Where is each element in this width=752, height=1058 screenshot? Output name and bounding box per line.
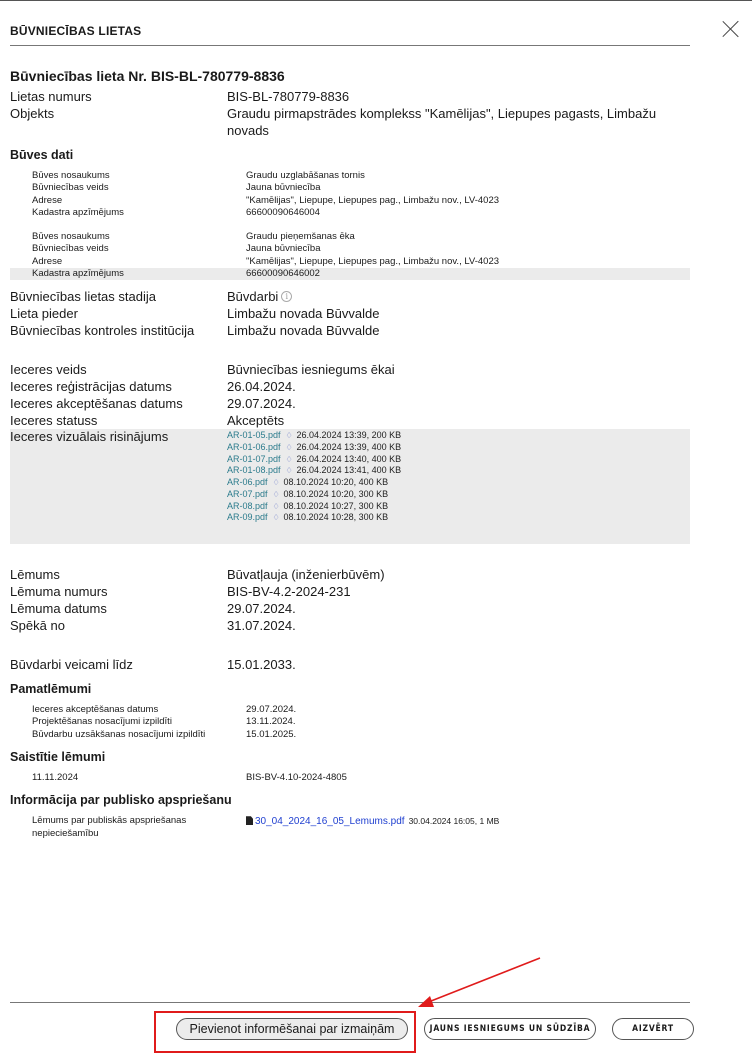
application-value: Būvniecības iesniegums ēkai bbox=[227, 362, 395, 378]
decision-label: Lēmuma datums bbox=[10, 601, 107, 616]
field-row bbox=[10, 88, 690, 105]
building-label: Kadastra apzīmējums bbox=[32, 268, 124, 280]
visual-solution-row bbox=[10, 429, 690, 544]
dialog-content[interactable] bbox=[10, 60, 690, 990]
application-row bbox=[10, 361, 690, 378]
file-item bbox=[227, 489, 690, 501]
annotation-highlight-box bbox=[154, 1011, 416, 1053]
application-row bbox=[10, 412, 690, 429]
building-block bbox=[10, 231, 690, 280]
decision-row bbox=[10, 566, 690, 583]
file-meta: 08.10.2024 10:20, 300 KB bbox=[283, 488, 389, 499]
file-item bbox=[227, 442, 690, 454]
file-meta: 08.10.2024 10:20, 400 KB bbox=[283, 477, 389, 488]
decision-row bbox=[10, 617, 690, 634]
file-link[interactable]: AR-01-06.pdf bbox=[227, 442, 281, 453]
file-meta: 08.10.2024 10:28, 300 KB bbox=[283, 512, 389, 523]
info-icon[interactable]: i bbox=[281, 291, 292, 302]
download-cloud-icon[interactable]: ♢ bbox=[272, 489, 280, 499]
building-label: Adrese bbox=[32, 194, 63, 206]
file-link[interactable]: AR-06.pdf bbox=[227, 477, 268, 488]
file-item bbox=[227, 430, 690, 442]
application-row bbox=[10, 395, 690, 412]
footer-divider bbox=[10, 1002, 690, 1003]
file-meta: 08.10.2024 10:27, 300 KB bbox=[283, 500, 389, 511]
decision-label: Spēkā no bbox=[10, 618, 65, 633]
consultation-row bbox=[10, 815, 690, 840]
section-heading-pamatlemumi: Pamatlēmumi bbox=[10, 682, 92, 696]
building-value: Jauna būvniecība bbox=[246, 182, 321, 194]
building-label: Būves nosaukums bbox=[32, 170, 110, 181]
building-label: Adrese bbox=[32, 255, 63, 267]
section-heading-apspriesana: Informācija par publisko apspriešanu bbox=[10, 793, 232, 808]
file-item bbox=[227, 501, 690, 513]
decision-row bbox=[10, 583, 690, 600]
building-value: Graudu pieņemšanas ēka bbox=[246, 231, 355, 243]
base-decision-label: Ieceres akceptēšanas datums bbox=[32, 704, 159, 715]
consultation-file-link[interactable]: 30_04_2024_16_05_Lemums.pdf bbox=[255, 816, 405, 828]
document-icon bbox=[246, 816, 253, 825]
application-value: 26.04.2024. bbox=[227, 379, 296, 395]
add-change-notification-button[interactable]: Pievienot informēšanai par izmaiņām bbox=[176, 1018, 408, 1040]
file-link[interactable]: AR-01-07.pdf bbox=[227, 453, 281, 464]
section-heading-buves-dati: Būves dati bbox=[10, 148, 74, 162]
download-cloud-icon[interactable]: ♢ bbox=[285, 454, 293, 464]
file-meta: 26.04.2024 13:41, 400 KB bbox=[296, 465, 402, 476]
application-value: Akceptēts bbox=[227, 413, 285, 429]
application-label: Ieceres veids bbox=[10, 362, 87, 378]
decision-row bbox=[10, 600, 690, 617]
download-cloud-icon[interactable]: ♢ bbox=[272, 478, 280, 488]
file-link[interactable]: AR-08.pdf bbox=[227, 500, 268, 511]
application-row bbox=[10, 378, 690, 395]
close-icon[interactable] bbox=[720, 18, 742, 40]
top-divider bbox=[0, 0, 752, 1]
file-meta: 26.04.2024 13:40, 400 KB bbox=[296, 453, 402, 464]
file-item bbox=[227, 454, 690, 466]
decision-label: Lēmums bbox=[10, 567, 60, 582]
file-meta: 26.04.2024 13:39, 200 KB bbox=[296, 430, 402, 441]
file-link[interactable]: AR-07.pdf bbox=[227, 488, 268, 499]
base-decision-value: 13.11.2024. bbox=[246, 716, 296, 728]
base-decision-value: 29.07.2024. bbox=[246, 704, 297, 715]
file-meta: 26.04.2024 13:39, 400 KB bbox=[296, 442, 402, 453]
application-value: 29.07.2024. bbox=[227, 396, 296, 412]
base-decision-value: 15.01.2025. bbox=[246, 728, 297, 740]
file-item bbox=[227, 465, 690, 477]
download-cloud-icon[interactable]: ♢ bbox=[285, 431, 293, 441]
close-button[interactable]: AIZVĒRT bbox=[612, 1018, 694, 1040]
building-label: Būvniecības veids bbox=[32, 243, 109, 255]
application-label: Ieceres akceptēšanas datums bbox=[10, 396, 183, 412]
owner-row bbox=[10, 305, 690, 322]
file-link[interactable]: AR-09.pdf bbox=[227, 512, 268, 523]
decision-value: 31.07.2024. bbox=[227, 618, 296, 633]
dialog-title: BŪVNIECĪBAS LIETAS bbox=[10, 24, 142, 38]
field-row bbox=[10, 105, 690, 139]
file-item bbox=[227, 477, 690, 489]
building-value: 66600090646004 bbox=[246, 206, 320, 218]
building-value: Jauna būvniecība bbox=[246, 243, 321, 255]
related-date: 11.11.2024 bbox=[32, 771, 79, 783]
building-label: Būves nosaukums bbox=[32, 231, 110, 243]
consultation-label: Lēmums par publiskās apspriešanas nepieciešamību bbox=[32, 815, 187, 839]
application-label: Ieceres statuss bbox=[10, 413, 98, 429]
decision-value: 29.07.2024. bbox=[227, 601, 296, 616]
stage-value: Būvdarbi bbox=[227, 289, 279, 305]
works-until-row bbox=[10, 656, 690, 673]
base-decision-label: Projektēšanas nosacījumi izpildīti bbox=[32, 716, 172, 728]
decision-value: BIS-BV-4.2-2024-231 bbox=[227, 584, 351, 599]
decision-label: Lēmuma numurs bbox=[10, 584, 108, 599]
control-row bbox=[10, 322, 690, 339]
field-value: BIS-BL-780779-8836 bbox=[227, 89, 350, 104]
control-value: Limbažu novada Būvvalde bbox=[227, 323, 380, 339]
download-cloud-icon[interactable]: ♢ bbox=[285, 466, 293, 476]
building-block bbox=[10, 170, 690, 219]
works-until-label: Būvdarbi veicami līdz bbox=[10, 657, 133, 672]
owner-label: Lieta pieder bbox=[10, 306, 78, 322]
building-value: "Kamēlijas", Liepupe, Liepupes pag., Limbažu nov., LV-4023 bbox=[246, 194, 500, 206]
download-cloud-icon[interactable]: ♢ bbox=[285, 443, 293, 453]
base-decision-label: Būvdarbu uzsākšanas nosacījumi izpildīti bbox=[32, 728, 206, 740]
consultation-file-meta: 30.04.2024 16:05, 1 MB bbox=[408, 816, 500, 827]
building-label: Kadastra apzīmējums bbox=[32, 206, 124, 218]
field-value: Graudu pirmapstrādes komplekss "Kamēlijas", Liepupes pagasts, Limbažu novads bbox=[227, 106, 657, 138]
decision-value: Būvatļauja (inženierbūvēm) bbox=[227, 567, 385, 582]
stage-row bbox=[10, 288, 690, 305]
application-label: Ieceres reģistrācijas datums bbox=[10, 379, 172, 395]
control-label: Būvniecības kontroles institūcija bbox=[10, 323, 195, 339]
new-submission-button[interactable]: JAUNS IESNIEGUMS UN SŪDZĪBA bbox=[424, 1018, 596, 1040]
building-value: 66600090646002 bbox=[246, 268, 320, 280]
files-label: Ieceres vizuālais risinājums bbox=[10, 429, 169, 445]
file-link[interactable]: AR-01-05.pdf bbox=[227, 430, 281, 441]
related-number: BIS-BV-4.10-2024-4805 bbox=[246, 771, 347, 783]
owner-value: Limbažu novada Būvvalde bbox=[227, 306, 380, 322]
building-value: "Kamēlijas", Liepupe, Liepupes pag., Limbažu nov., LV-4023 bbox=[246, 255, 500, 267]
file-link[interactable]: AR-01-08.pdf bbox=[227, 465, 281, 476]
building-label: Būvniecības veids bbox=[32, 182, 109, 194]
works-until-value: 15.01.2033. bbox=[227, 657, 296, 672]
stage-label: Būvniecības lietas stadija bbox=[10, 289, 156, 305]
download-cloud-icon[interactable]: ♢ bbox=[272, 501, 280, 511]
download-cloud-icon[interactable]: ♢ bbox=[272, 513, 280, 523]
field-label: Lietas numurs bbox=[10, 89, 92, 104]
section-heading-saistitie: Saistītie lēmumi bbox=[10, 749, 106, 764]
file-list bbox=[227, 429, 690, 524]
case-heading: Būvniecības lieta Nr. BIS-BL-780779-8836 bbox=[10, 68, 285, 84]
building-value: Graudu uzglabāšanas tornis bbox=[246, 170, 365, 181]
field-label: Objekts bbox=[10, 106, 55, 121]
title-divider bbox=[10, 45, 690, 46]
file-item bbox=[227, 512, 690, 524]
